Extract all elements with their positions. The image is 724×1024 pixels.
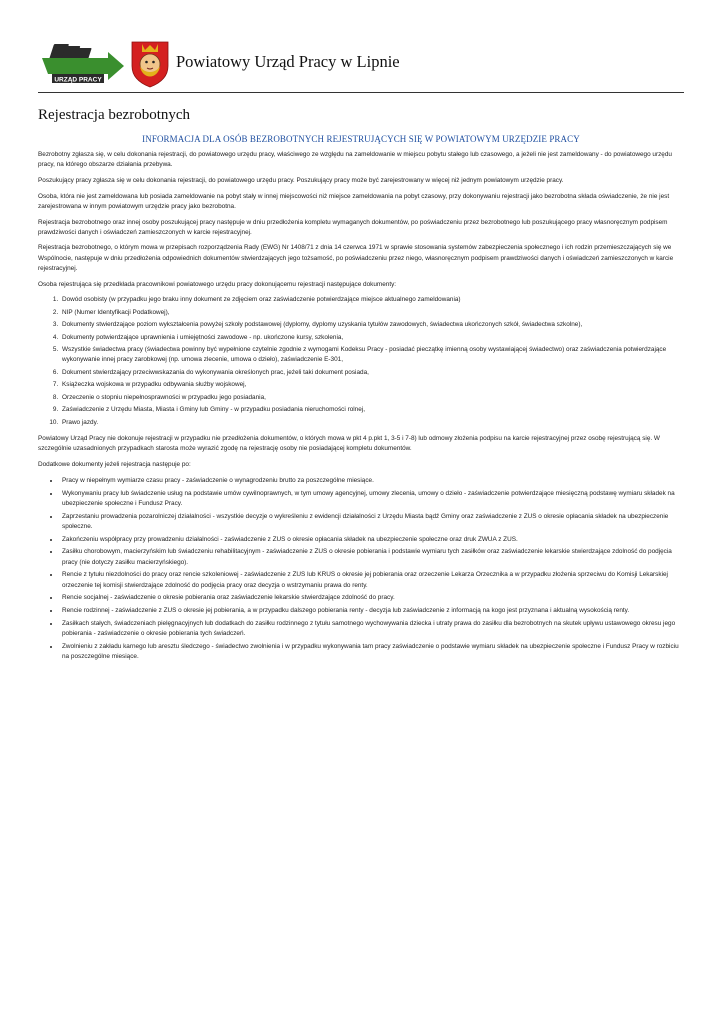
document-page: [38, 38, 684, 665]
list-item: 2. NIP (Numer Identyfikacji Podatkowej),: [60, 308, 684, 318]
logo-text: URZĄD PRACY: [54, 76, 102, 84]
list-item: 7. Książeczka wojskowa w przypadku odbywania służby wojskowej,: [60, 380, 684, 390]
list-item: 4. Dokumenty potwierdzające uprawnienia i umiejętności zawodowe - np. ukończone kursy, szkolenia,: [60, 333, 684, 343]
list-item: 3. Dokumenty stwierdzające poziom wykształcenia powyżej szkoły podstawowej (dyplomy, dyplomy uzyskania tytułów zawodowych, świadectwa ukończonych szkół, świadectwa szkolne),: [60, 320, 684, 330]
paragraph: Poszukujący pracy zgłasza się w celu dokonania rejestracji, do powiatowego urzędu pracy. Poszukujący pracy może być zarejestrowany w więcej niż jednym powiatowym urzędzie pracy.: [38, 176, 564, 184]
middle-section: [38, 434, 684, 470]
list-item: • Wykonywaniu pracy lub świadczenie usług na podstawie umów cywilnoprawnych, w tym umowy agencyjnej, umowy zlecenia, umowy o dzieło - zaświadczenie potwierdzające miesięczną podstawę wymiaru składek na ubezpieczenie społeczne i Fundusz Pracy.: [60, 489, 684, 509]
info-heading: INFORMACJA DLA OSÓB BEZROBOTNYCH REJESTRUJĄCYCH SIĘ W POWIATOWYM URZĘDZIE PRACY: [142, 134, 580, 144]
list-item: • Zaprzestaniu prowadzenia pozarolniczej działalności - wszystkie decyzje o wykreśleniu z ewidencji działalności z Urzędu Miasta bądź Gminy oraz zaświadczenie z ZUS o okresie opłacania składek na ubezpieczenie społeczne.: [60, 512, 684, 532]
list-item: 8. Orzeczenie o stopniu niepełnosprawności w przypadku jego posiadania,: [60, 393, 684, 403]
list-item: 1. Dowód osobisty (w przypadku jego braku inny dokument ze zdjęciem oraz zaświadczenie potwierdzające miejsce aktualnego zameldowania): [60, 295, 684, 305]
office-title: Powiatowy Urząd Pracy w Lipnie: [176, 52, 400, 71]
list-item: • Zasiłkach stałych, świadczeniach pielęgnacyjnych lub dodatkach do zasiłku rodzinnego z tytułu samotnego wychowywania dziecka i utraty prawa do zasiłku dla bezrobotnych na skutek upływu ustawowego okresu jego pobierania - zaświadczenie o okresie pobierania tych świadczeń.: [60, 619, 684, 639]
paragraph: Bezrobotny zgłasza się, w celu dokonania rejestracji, do powiatowego urzędu pracy, właściwego ze względu na zameldowanie w miejscu pobytu stałego lub czasowego, a jeżeli nie jest zameldowany - do powiatowego urzędu pracy, na którego obszarze działania przebywa.: [38, 151, 672, 169]
required-documents-list: [38, 295, 684, 428]
header: [38, 38, 684, 93]
paragraph: Rejestracja bezrobotnego, o którym mowa w przepisach rozporządzenia Rady (EWG) Nr 1408/71 z dnia 14 czerwca 1971 w sprawie stosowania systemów zabezpieczenia społecznego i ich rodzin przemieszczających się we Wspólnocie, następuje w dniu przedłożenia odpowiednich dokumentów stwierdzających jego tożsamość, po poświadczeniu przez niego, własnoręcznym podpisem prawdziwości danych i oświadczeń zamieszczonych w karcie rejestracyjnej.: [38, 244, 674, 272]
list-item: • Pracy w niepełnym wymiarze czasu pracy - zaświadczenie o wynagrodzeniu brutto za poszczególne miesiące.: [60, 476, 684, 486]
paragraph: Powiatowy Urząd Pracy nie dokonuje rejestracji w przypadku nie przedłożenia dokumentów, o których mowa w pkt 4 p.pkt 1, 3-5 i 7-8) lub odmowy złożenia podpisu na karcie rejestracyjnej przez osobę rejestrującą się. W szczególnie uzasadnionych przypadkach starosta może wyrazić zgodę na rejestrację osoby nie posiadającej kompletu dokumentów.: [38, 435, 660, 453]
paragraph: Osoba, która nie jest zameldowana lub posiada zameldowanie na pobyt stały w innej miejscowości niż miejsce zameldowania na pobyt czasowy, przy dokonywaniu rejestracji jako bezrobotna składa oświadczenie, że nie jest zarejestrowana w innym powiatowym urzędzie pracy jako bezrobotna.: [38, 192, 670, 210]
list-item: • Zasiłku chorobowym, macierzyńskim lub świadczeniu rehabilitacyjnym - zaświadczenie z ZUS o okresie pobierania i podstawie wymiaru tych zasiłków oraz zaświadczenie lekarskie stwierdzające zdolność do podjęcia pracy (nie dotyczy zasiłku macierzyńskiego).: [60, 547, 684, 567]
intro-section: [38, 150, 684, 290]
urzad-pracy-logo-icon: [38, 38, 126, 88]
additional-documents-list: [38, 476, 684, 663]
paragraph: Dodatkowe dokumenty jeżeli rejestracja następuje po:: [38, 461, 191, 469]
list-item: 10. Prawo jazdy.: [60, 418, 684, 428]
list-item: • Zakończeniu współpracy przy prowadzeniu działalności - zaświadczenie z ZUS o okresie opłacania składek na ubezpieczenie społeczne oraz druk ZWUA z ZUS.: [60, 535, 684, 545]
list-item: • Rencie socjalnej - zaświadczenie o okresie pobierania oraz zaświadczenie lekarskie stwierdzające zdolność do pracy.: [60, 593, 684, 603]
paragraph: Osoba rejestrująca się przedkłada pracownikowi powiatowego urzędu pracy dokonującemu rejestracji następujące dokumenty:: [38, 280, 397, 288]
page-title: Rejestracja bezrobotnych: [38, 107, 191, 123]
list-item: 9. Zaświadczenie z Urzędu Miasta, Miasta i Gminy lub Gminy - w przypadku posiadania nieruchomości rolnej,: [60, 405, 684, 415]
list-item: 6. Dokument stwierdzający przeciwwskazania do wykonywania określonych prac, jeżeli taki dokument posiada,: [60, 368, 684, 378]
list-item: • Rencie z tytułu niezdolności do pracy oraz rencie szkoleniowej - zaświadczenie z ZUS lub KRUS o okresie jej pobierania oraz orzeczenie Lekarza Orzecznika a w przypadku złożenia sprzeciwu do Komisji Lekarskiej orzeczenie tej komisji stwierdzające zdolność do podjęcia pracy oraz decyzja o wstrzymaniu prawa do renty.: [60, 570, 684, 590]
list-item: • Zwolnieniu z zakładu karnego lub aresztu śledczego - świadectwo zwolnienia i w przypadku wykonywania tam pracy zaświadczenie o podstawie wymiaru składek na ubezpieczenie społeczne i Fundusz Pracy w rozbiciu na poszczególne miesiące.: [60, 642, 684, 662]
list-item: 5. Wszystkie świadectwa pracy (świadectwa powinny być wypełnione czytelnie zgodnie z wymogami Kodeksu Pracy - posiadać pieczątkę imienną osoby wystawiającej świadectwo) oraz zaświadczenia potwierdzające wykonywanie innej pracy zarobkowej (np. umowa zlecenie, umowa o dzieło), zaświadczenie E-301,: [60, 345, 684, 365]
lipno-crest-icon: [130, 38, 170, 88]
urzad-pracy-logo: [38, 38, 126, 88]
paragraph: Rejestracja bezrobotnego oraz innej osoby poszukującej pracy następuje w dniu przedłożenia kompletu wymaganych dokumentów, po poświadczeniu przez bezrobotnego lub poszukującego pracy własnoręcznym podpisem prawdziwości danych i oświadczeń zamieszczonych w karcie rejestracyjnej.: [38, 218, 668, 236]
list-item: • Rencie rodzinnej - zaświadczenie z ZUS o okresie jej pobierania, a w przypadku dalszego pobierania renty - decyzja lub zaświadczenie z informacją na kogo jest przyznana i aktualną wysokością renty.: [60, 606, 684, 616]
